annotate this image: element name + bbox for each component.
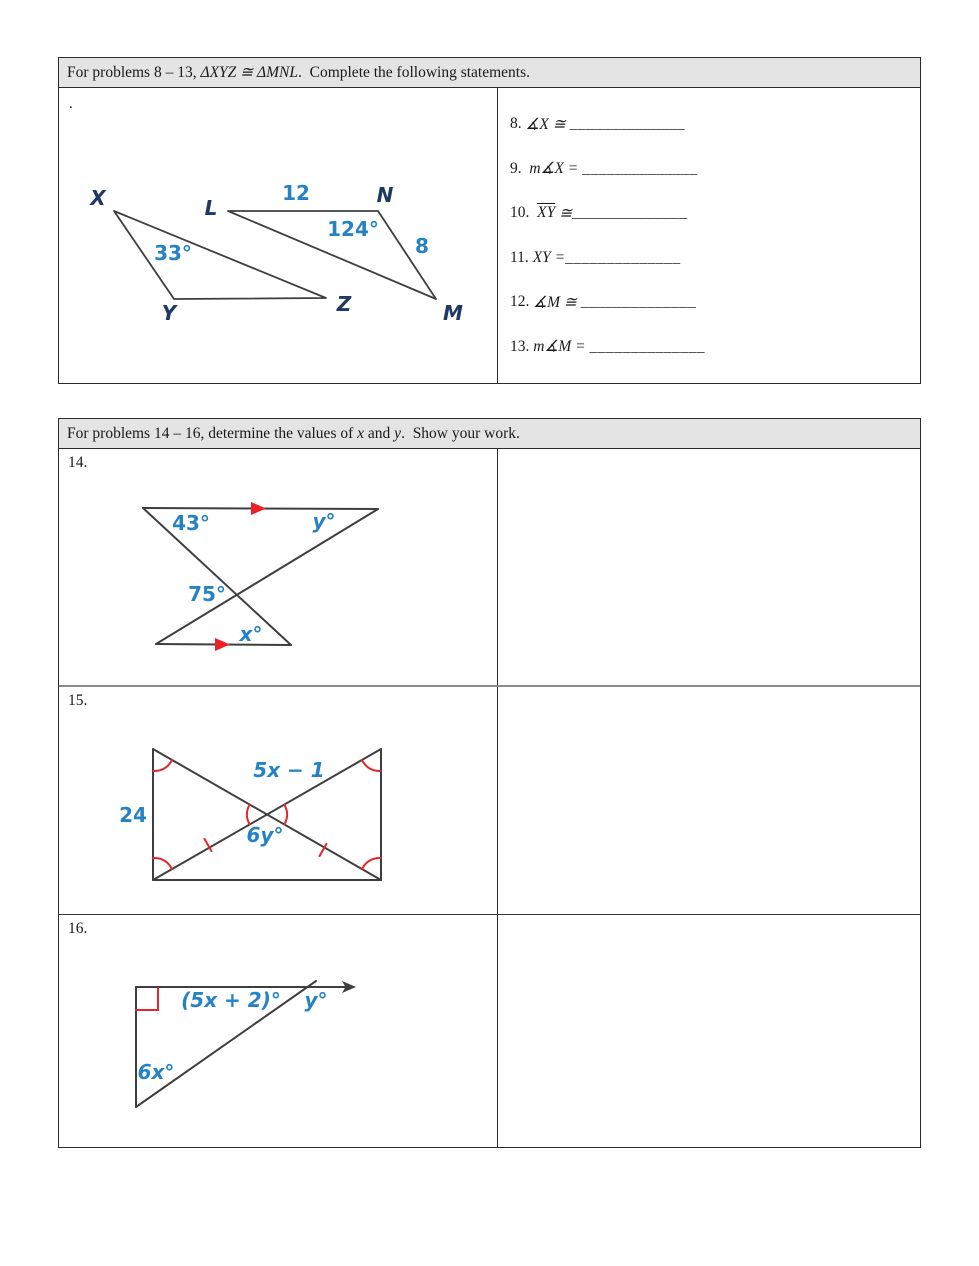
section1-table bbox=[58, 57, 921, 384]
angle-5x-2-label: (5x + 2)° bbox=[181, 988, 281, 1012]
angle-arc-icon bbox=[362, 858, 381, 869]
section2-header-post: . Show your work. bbox=[401, 424, 520, 442]
parallel-mark-arrow-icon bbox=[251, 502, 266, 515]
section2-header-x: x bbox=[357, 424, 365, 442]
problem-15-number: 15. bbox=[68, 692, 88, 709]
section1-figure-cell bbox=[59, 88, 498, 383]
parallel-mark-arrow-icon bbox=[215, 638, 230, 651]
side-24-label: 24 bbox=[119, 803, 147, 827]
stray-period: . bbox=[69, 96, 73, 112]
angle-6y-label: 6y° bbox=[246, 823, 284, 847]
problem-15-work-cell bbox=[498, 687, 920, 914]
statement-12: 12. ∡M ≅ ______________ bbox=[510, 293, 697, 311]
vertex-label-y: Y bbox=[161, 301, 177, 325]
section2-header bbox=[59, 419, 920, 449]
problem-16-row bbox=[59, 914, 920, 1147]
problem-14-figure-cell bbox=[59, 449, 498, 685]
problem-14-row bbox=[59, 449, 920, 685]
statement-11: 11. XY = ______________ bbox=[510, 248, 681, 266]
angle-arc-icon bbox=[153, 760, 172, 771]
section2-header-y: y bbox=[394, 424, 402, 442]
right-angle-mark-icon bbox=[136, 988, 158, 1010]
angle-6x-label: 6x° bbox=[137, 1060, 175, 1084]
problem-14-work-cell bbox=[498, 449, 920, 685]
angle-arc-icon bbox=[247, 805, 250, 825]
angle-x-label: x° bbox=[239, 622, 263, 646]
answer-blank: ______________ bbox=[565, 248, 681, 266]
statement-9: 9. m∡X = ______________ bbox=[510, 159, 698, 178]
congruent-triangles-figure bbox=[59, 88, 497, 383]
statement-10: 10. $\overline{XY}$ ≅ ______________ bbox=[510, 204, 688, 222]
section1-header bbox=[59, 58, 920, 88]
congruent-triangles-x-figure bbox=[59, 687, 497, 914]
vertex-label-l: L bbox=[204, 196, 218, 220]
angle-arc-icon bbox=[153, 858, 172, 869]
section2-header-pre: For problems 14 – 16, determine the values of bbox=[67, 424, 358, 442]
vertex-label-z: Z bbox=[336, 292, 352, 316]
problem-16-number: 16. bbox=[68, 920, 88, 937]
section1-header-math: ΔXYZ ≅ ΔMNL bbox=[200, 64, 298, 81]
section2-table bbox=[58, 418, 921, 1148]
statement-8: 8. ∡X ≅ ______________ bbox=[510, 115, 686, 133]
triangle-xyz bbox=[114, 211, 326, 299]
angle-n-measure: 124° bbox=[327, 217, 379, 241]
segment-5x-1-label: 5x − 1 bbox=[253, 758, 325, 782]
vertex-label-m: M bbox=[443, 301, 463, 325]
answer-blank: ______________ bbox=[569, 115, 686, 133]
answer-blank: ______________ bbox=[572, 204, 688, 222]
angle-43-label: 43° bbox=[172, 511, 210, 535]
section1-header-pre: For problems 8 – 13, bbox=[67, 63, 201, 81]
problem-15-figure-cell bbox=[59, 687, 498, 914]
answer-blank: ______________ bbox=[582, 159, 698, 177]
answer-blank: ______________ bbox=[589, 337, 705, 355]
angle-arc-icon bbox=[362, 760, 381, 771]
parallel-lines-transversal-figure bbox=[59, 449, 497, 685]
problem-16-figure-cell bbox=[59, 915, 498, 1147]
angle-75-label: 75° bbox=[188, 582, 226, 606]
right-triangle-exterior-angle-figure bbox=[59, 915, 497, 1147]
vertex-label-x: X bbox=[90, 186, 106, 210]
vertex-label-n: N bbox=[376, 183, 394, 207]
problem-14-number: 14. bbox=[68, 454, 88, 471]
statement-13: 13. m∡M = ______________ bbox=[510, 337, 705, 356]
section1-header-post: . Complete the following statements. bbox=[297, 63, 531, 81]
angle-x-measure: 33° bbox=[154, 241, 192, 265]
section1-statements-cell bbox=[498, 88, 920, 383]
side-nm-measure: 8 bbox=[415, 234, 429, 258]
angle-y-label: y° bbox=[304, 988, 328, 1012]
angle-y-label: y° bbox=[312, 509, 336, 533]
section2-header-mid: and bbox=[364, 424, 395, 442]
problem-16-work-cell bbox=[498, 915, 920, 1147]
side-ln-measure: 12 bbox=[282, 181, 310, 205]
problem-15-row bbox=[59, 685, 920, 914]
angle-arc-icon bbox=[284, 805, 287, 825]
answer-blank: ______________ bbox=[580, 293, 697, 311]
